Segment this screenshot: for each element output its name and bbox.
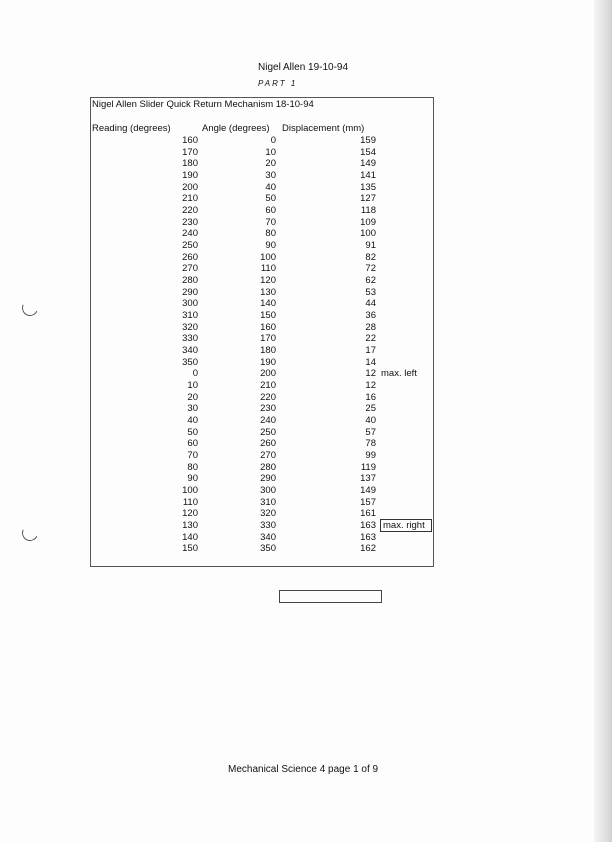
table-row — [91, 158, 433, 169]
displacement-cell: 159 — [360, 135, 376, 146]
reading-cell: 150 — [182, 543, 198, 555]
angle-cell: 230 — [260, 403, 276, 415]
displacement-cell: 82 — [365, 251, 376, 263]
reading-cell: 230 — [182, 216, 198, 228]
punch-hole — [20, 523, 41, 544]
table-row — [91, 392, 433, 403]
reading-cell: 270 — [182, 263, 198, 275]
reading-cell: 200 — [182, 181, 198, 193]
displacement-cell: 141 — [360, 170, 376, 181]
angle-cell: 210 — [260, 380, 276, 392]
displacement-cell: 17 — [365, 345, 376, 357]
displacement-cell: 57 — [365, 426, 376, 438]
angle-cell: 270 — [260, 450, 276, 462]
displacement-cell: 44 — [365, 298, 376, 310]
table-row — [91, 287, 433, 298]
reading-cell: 330 — [182, 333, 198, 345]
displacement-cell: 25 — [365, 403, 376, 415]
table-row — [91, 310, 433, 321]
angle-cell: 320 — [260, 508, 276, 520]
table-row — [91, 345, 433, 356]
table-row — [91, 228, 433, 239]
reading-cell: 110 — [182, 496, 198, 508]
table-row — [91, 193, 433, 204]
table-row — [91, 450, 433, 461]
displacement-cell: 22 — [365, 333, 376, 345]
displacement-cell: 157 — [360, 496, 376, 508]
table-row — [91, 415, 433, 426]
table-row — [91, 357, 433, 368]
data-table — [90, 97, 434, 567]
displacement-cell: 163 — [360, 531, 376, 543]
displacement-cell: 14 — [365, 356, 376, 368]
angle-cell: 90 — [265, 240, 276, 252]
displacement-cell: 149 — [360, 158, 376, 170]
reading-cell: 130 — [182, 520, 198, 532]
displacement-cell: 99 — [365, 450, 376, 462]
angle-cell: 70 — [265, 216, 276, 228]
table-row — [91, 147, 433, 158]
displacement-cell: 135 — [360, 181, 376, 193]
table-row — [91, 135, 433, 146]
table-row — [91, 403, 433, 414]
angle-cell: 200 — [260, 368, 276, 380]
angle-cell: 260 — [260, 438, 276, 450]
reading-cell: 140 — [182, 531, 198, 543]
reading-cell: 180 — [182, 158, 198, 170]
angle-cell: 50 — [265, 193, 276, 205]
table-row — [91, 473, 433, 484]
empty-cell-box — [279, 590, 382, 603]
table-row — [91, 263, 433, 274]
displacement-cell: 109 — [360, 216, 376, 228]
reading-cell: 80 — [187, 461, 198, 473]
displacement-cell: 149 — [360, 485, 376, 497]
displacement-cell: 119 — [360, 461, 376, 473]
angle-cell: 250 — [260, 426, 276, 438]
angle-cell: 10 — [265, 146, 276, 158]
reading-cell: 190 — [182, 170, 198, 181]
displacement-cell: 72 — [365, 263, 376, 275]
reading-cell: 70 — [187, 450, 198, 462]
angle-cell: 190 — [260, 356, 276, 368]
displacement-cell: 53 — [365, 286, 376, 298]
displacement-cell: 163 — [360, 520, 376, 532]
angle-cell: 150 — [260, 310, 276, 322]
table-row — [91, 427, 433, 438]
reading-cell: 340 — [182, 345, 198, 357]
table-row — [91, 298, 433, 309]
table-row — [91, 438, 433, 449]
table-row — [91, 240, 433, 251]
displacement-cell: 118 — [360, 205, 376, 217]
displacement-cell: 137 — [360, 473, 376, 485]
reading-cell: 220 — [182, 205, 198, 217]
table-row — [91, 205, 433, 216]
author-date: Nigel Allen 19-10-94 — [258, 62, 349, 73]
displacement-cell: 16 — [365, 391, 376, 403]
angle-cell: 130 — [260, 286, 276, 298]
displacement-cell: 154 — [360, 146, 376, 158]
reading-cell: 300 — [182, 298, 198, 310]
reading-cell: 260 — [182, 251, 198, 263]
angle-cell: 100 — [260, 251, 276, 263]
page-footer: Mechanical Science 4 page 1 of 9 — [228, 764, 379, 775]
table-row — [91, 275, 433, 286]
table-row — [91, 532, 433, 543]
angle-cell: 60 — [265, 205, 276, 217]
table-row — [91, 182, 433, 193]
angle-cell: 110 — [260, 263, 276, 275]
reading-cell: 0 — [192, 368, 198, 380]
displacement-cell: 40 — [365, 415, 376, 427]
part-label: PART 1 — [258, 79, 298, 88]
table-row — [91, 322, 433, 333]
reading-cell: 240 — [182, 228, 198, 240]
reading-cell: 250 — [182, 240, 198, 252]
reading-cell: 320 — [182, 321, 198, 333]
reading-cell: 90 — [187, 473, 198, 485]
note-cell: max. left — [381, 368, 417, 380]
displacement-cell: 91 — [365, 240, 376, 252]
table-title: Nigel Allen Slider Quick Return Mechanism 18-10-94 — [92, 99, 314, 110]
col-header-reading: Reading (degrees) — [92, 123, 171, 134]
reading-cell: 10 — [187, 380, 198, 392]
angle-cell: 310 — [260, 496, 276, 508]
angle-cell: 330 — [260, 520, 276, 532]
reading-cell: 30 — [187, 403, 198, 415]
displacement-cell: 62 — [365, 275, 376, 287]
displacement-cell: 36 — [365, 310, 376, 322]
table-row — [91, 497, 433, 508]
angle-cell: 300 — [260, 485, 276, 497]
displacement-cell: 162 — [360, 543, 376, 555]
table-row — [91, 333, 433, 344]
col-header-displacement: Displacement (mm) — [282, 123, 365, 134]
punch-hole — [20, 298, 41, 319]
reading-cell: 20 — [187, 391, 198, 403]
table-row — [91, 485, 433, 496]
angle-cell: 30 — [265, 170, 276, 181]
table-row — [91, 543, 433, 554]
angle-cell: 180 — [260, 345, 276, 357]
reading-cell: 280 — [182, 275, 198, 287]
angle-cell: 240 — [260, 415, 276, 427]
angle-cell: 0 — [270, 135, 276, 146]
angle-cell: 160 — [260, 321, 276, 333]
angle-cell: 350 — [260, 543, 276, 555]
displacement-cell: 12 — [365, 380, 376, 392]
reading-cell: 40 — [187, 415, 198, 427]
table-row — [91, 170, 433, 181]
displacement-cell: 100 — [360, 228, 376, 240]
displacement-cell: 78 — [365, 438, 376, 450]
reading-cell: 50 — [187, 426, 198, 438]
angle-cell: 340 — [260, 531, 276, 543]
table-row — [91, 380, 433, 391]
table-row — [91, 217, 433, 228]
reading-cell: 210 — [182, 193, 198, 205]
reading-cell: 60 — [187, 438, 198, 450]
reading-cell: 160 — [182, 135, 198, 146]
reading-cell: 120 — [182, 508, 198, 520]
angle-cell: 120 — [260, 275, 276, 287]
angle-cell: 40 — [265, 181, 276, 193]
angle-cell: 140 — [260, 298, 276, 310]
reading-cell: 170 — [182, 146, 198, 158]
angle-cell: 80 — [265, 228, 276, 240]
displacement-cell: 12 — [365, 368, 376, 380]
angle-cell: 20 — [265, 158, 276, 170]
reading-cell: 350 — [182, 356, 198, 368]
scan-edge-shadow — [594, 0, 612, 842]
angle-cell: 280 — [260, 461, 276, 473]
displacement-cell: 127 — [360, 193, 376, 205]
col-header-angle: Angle (degrees) — [202, 123, 270, 134]
reading-cell: 100 — [182, 485, 198, 497]
table-row — [91, 508, 433, 519]
note-cell: max. right — [380, 519, 432, 532]
table-row — [91, 368, 433, 379]
displacement-cell: 161 — [360, 508, 376, 520]
table-row — [91, 462, 433, 473]
table-row — [91, 252, 433, 263]
angle-cell: 220 — [260, 391, 276, 403]
reading-cell: 290 — [182, 286, 198, 298]
angle-cell: 170 — [260, 333, 276, 345]
table-row — [91, 520, 433, 531]
displacement-cell: 28 — [365, 321, 376, 333]
reading-cell: 310 — [182, 310, 198, 322]
angle-cell: 290 — [260, 473, 276, 485]
